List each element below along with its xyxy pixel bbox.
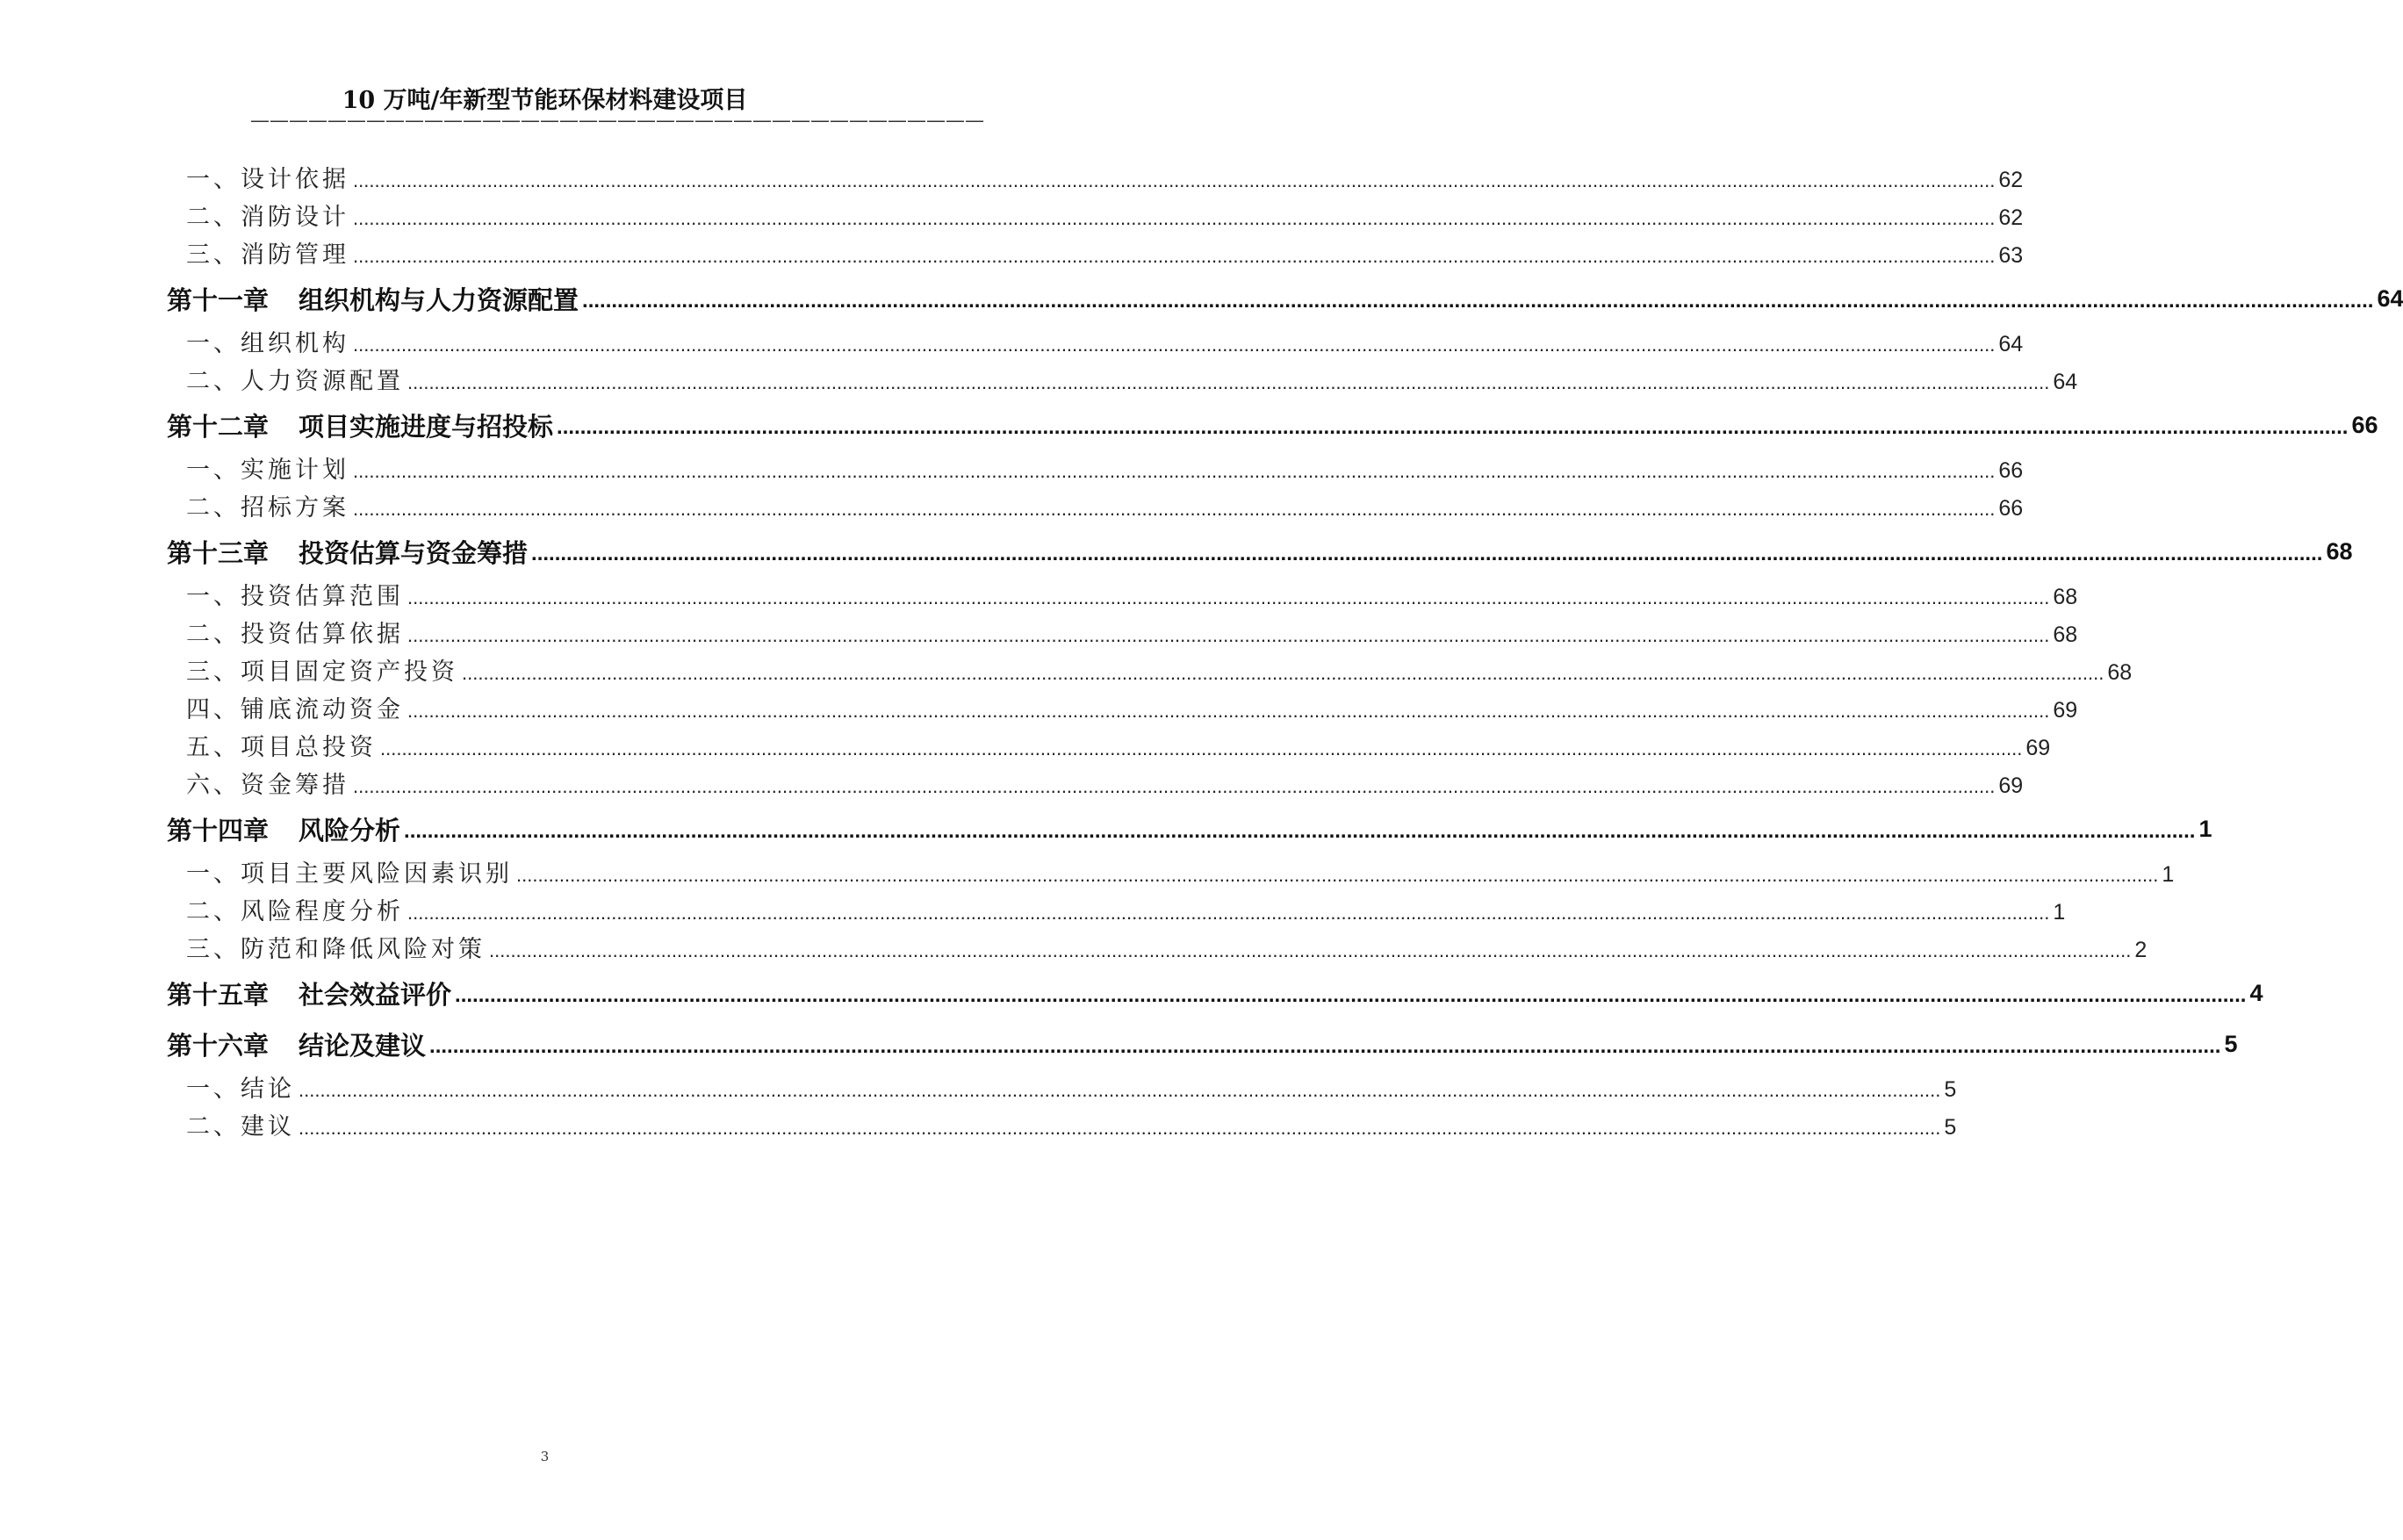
toc-entry-title: 二、消防设计 [186,204,349,231]
toc-page-number: 62 [1998,205,2024,230]
toc-chapter-number: 第十三章 [167,537,270,568]
toc-entry-title: 四、铺底流动资金 [186,696,404,723]
toc-page-number: 62 [1998,168,2024,192]
toc-section-entry[interactable] [167,198,2024,235]
toc-section-entry[interactable] [167,577,2078,615]
toc-entry-title: 一、实施计划 [186,457,349,484]
toc-entry-title: 二、人力资源配置 [186,368,404,395]
toc-section-entry[interactable] [167,892,2066,930]
toc-page-number: 66 [2351,411,2378,438]
toc-page-number: 1 [2162,862,2175,887]
toc-dot-leader [299,1076,1940,1103]
toc-page-number: 68 [2053,585,2078,609]
toc-section-entry[interactable] [167,854,2175,892]
toc-page-number: 66 [1998,496,2024,521]
toc-page-number: 69 [1998,774,2024,798]
toc-dot-leader [455,978,2246,1008]
toc-dot-leader [353,330,1995,357]
toc-entry-title: 三、项目固定资产投资 [186,658,458,686]
toc-page-number: 69 [2025,736,2051,760]
toc-dot-leader [582,284,2373,313]
page-title: 10 万吨/年新型节能环保材料建设项目 [342,87,748,114]
toc-chapter-number: 第十四章 [167,815,270,846]
toc-section-entry[interactable] [167,362,2078,399]
toc-page-number: 69 [2053,698,2078,723]
toc-page-number: 66 [1998,458,2024,483]
toc-dot-leader [489,936,2131,963]
toc-section-entry[interactable] [167,766,2024,803]
toc-page-number: 1 [2198,815,2212,842]
toc-entry-title: 二、建议 [186,1113,295,1141]
toc-entry-title: 三、防范和降低风险对策 [186,936,486,963]
toc-entry-title: 一、投资估算范围 [186,583,404,610]
toc-section-entry[interactable] [167,728,2051,766]
toc-dot-leader [353,204,1995,231]
toc-section-entry[interactable] [167,652,2133,690]
toc-entry-title: 五、项目总投资 [186,734,377,761]
toc-page-number: 68 [2326,537,2353,565]
toc-chapter-number: 第十六章 [167,1030,270,1061]
toc-chapter-entry[interactable] [167,399,2378,450]
toc-page-number: 5 [1944,1115,1957,1140]
toc-entry-title: 投资估算与资金筹措 [299,537,529,568]
toc-entry-title: 社会效益评价 [299,979,452,1010]
toc-entry-title: 六、资金筹措 [186,772,349,799]
toc-dot-leader [531,536,2322,566]
toc-dot-leader [407,368,2049,395]
toc-page-number: 1 [2053,900,2066,925]
toc-chapter-entry[interactable] [167,968,2263,1018]
toc-dot-leader [353,772,1995,799]
toc-page-number: 4 [2249,979,2263,1006]
toc-section-entry[interactable] [167,235,2024,273]
toc-entry-title: 一、设计依据 [186,166,349,193]
toc-dot-leader [557,410,2348,440]
toc-chapter-number: 第十一章 [167,284,270,315]
toc-chapter-number: 第十二章 [167,411,270,442]
toc-page-number: 68 [2053,622,2078,647]
toc-page-number: 64 [2053,370,2078,394]
toc-section-entry[interactable] [167,615,2078,652]
toc-dot-leader [353,166,1995,193]
toc-dot-leader [353,494,1995,522]
toc-entry-title: 二、投资估算依据 [186,621,404,648]
toc-page-number: 5 [2224,1030,2238,1057]
toc-section-entry[interactable] [167,1069,1957,1107]
header-rule: —————————————————————————————————————— [250,110,984,132]
toc-dot-leader [353,241,1995,269]
toc-entry-title: 二、风险程度分析 [186,898,404,925]
toc-chapter-number: 第十五章 [167,979,270,1010]
toc-dot-leader [407,621,2049,648]
toc-page-number: 64 [2377,284,2403,312]
toc-page-number: 5 [1944,1077,1957,1102]
toc-dot-leader [353,457,1995,484]
table-of-contents [167,160,2403,1145]
toc-section-entry[interactable] [167,690,2078,728]
toc-dot-leader [407,583,2049,610]
toc-entry-title: 风险分析 [299,815,401,846]
toc-page-number: 68 [2107,660,2133,685]
toc-chapter-entry[interactable] [167,273,2403,324]
toc-chapter-entry[interactable] [167,526,2353,577]
toc-entry-title: 一、项目主要风险因素识别 [186,860,513,888]
toc-dot-leader [380,734,2022,761]
toc-chapter-entry[interactable] [167,803,2212,854]
toc-page-number: 64 [1998,332,2024,356]
toc-dot-leader [516,860,2158,888]
toc-dot-leader [404,814,2195,844]
toc-page-number: 63 [1998,243,2024,268]
toc-entry-title: 三、消防管理 [186,241,349,269]
toc-entry-title: 一、组织机构 [186,330,349,357]
toc-dot-leader [429,1029,2220,1059]
toc-section-entry[interactable] [167,324,2024,362]
toc-page-number: 2 [2134,938,2148,962]
toc-dot-leader [299,1113,1940,1141]
toc-section-entry[interactable] [167,488,2024,526]
toc-entry-title: 二、招标方案 [186,494,349,522]
toc-section-entry[interactable] [167,160,2024,198]
toc-entry-title: 结论及建议 [299,1030,427,1061]
toc-dot-leader [407,898,2049,925]
toc-section-entry[interactable] [167,450,2024,488]
toc-section-entry[interactable] [167,1107,1957,1145]
toc-chapter-entry[interactable] [167,1018,2238,1069]
toc-section-entry[interactable] [167,930,2148,968]
toc-entry-title: 项目实施进度与招投标 [299,411,554,442]
toc-dot-leader [462,658,2104,686]
toc-entry-title: 组织机构与人力资源配置 [299,284,579,315]
page-number: 3 [540,1449,550,1464]
toc-dot-leader [407,696,2049,723]
toc-entry-title: 一、结论 [186,1076,295,1103]
